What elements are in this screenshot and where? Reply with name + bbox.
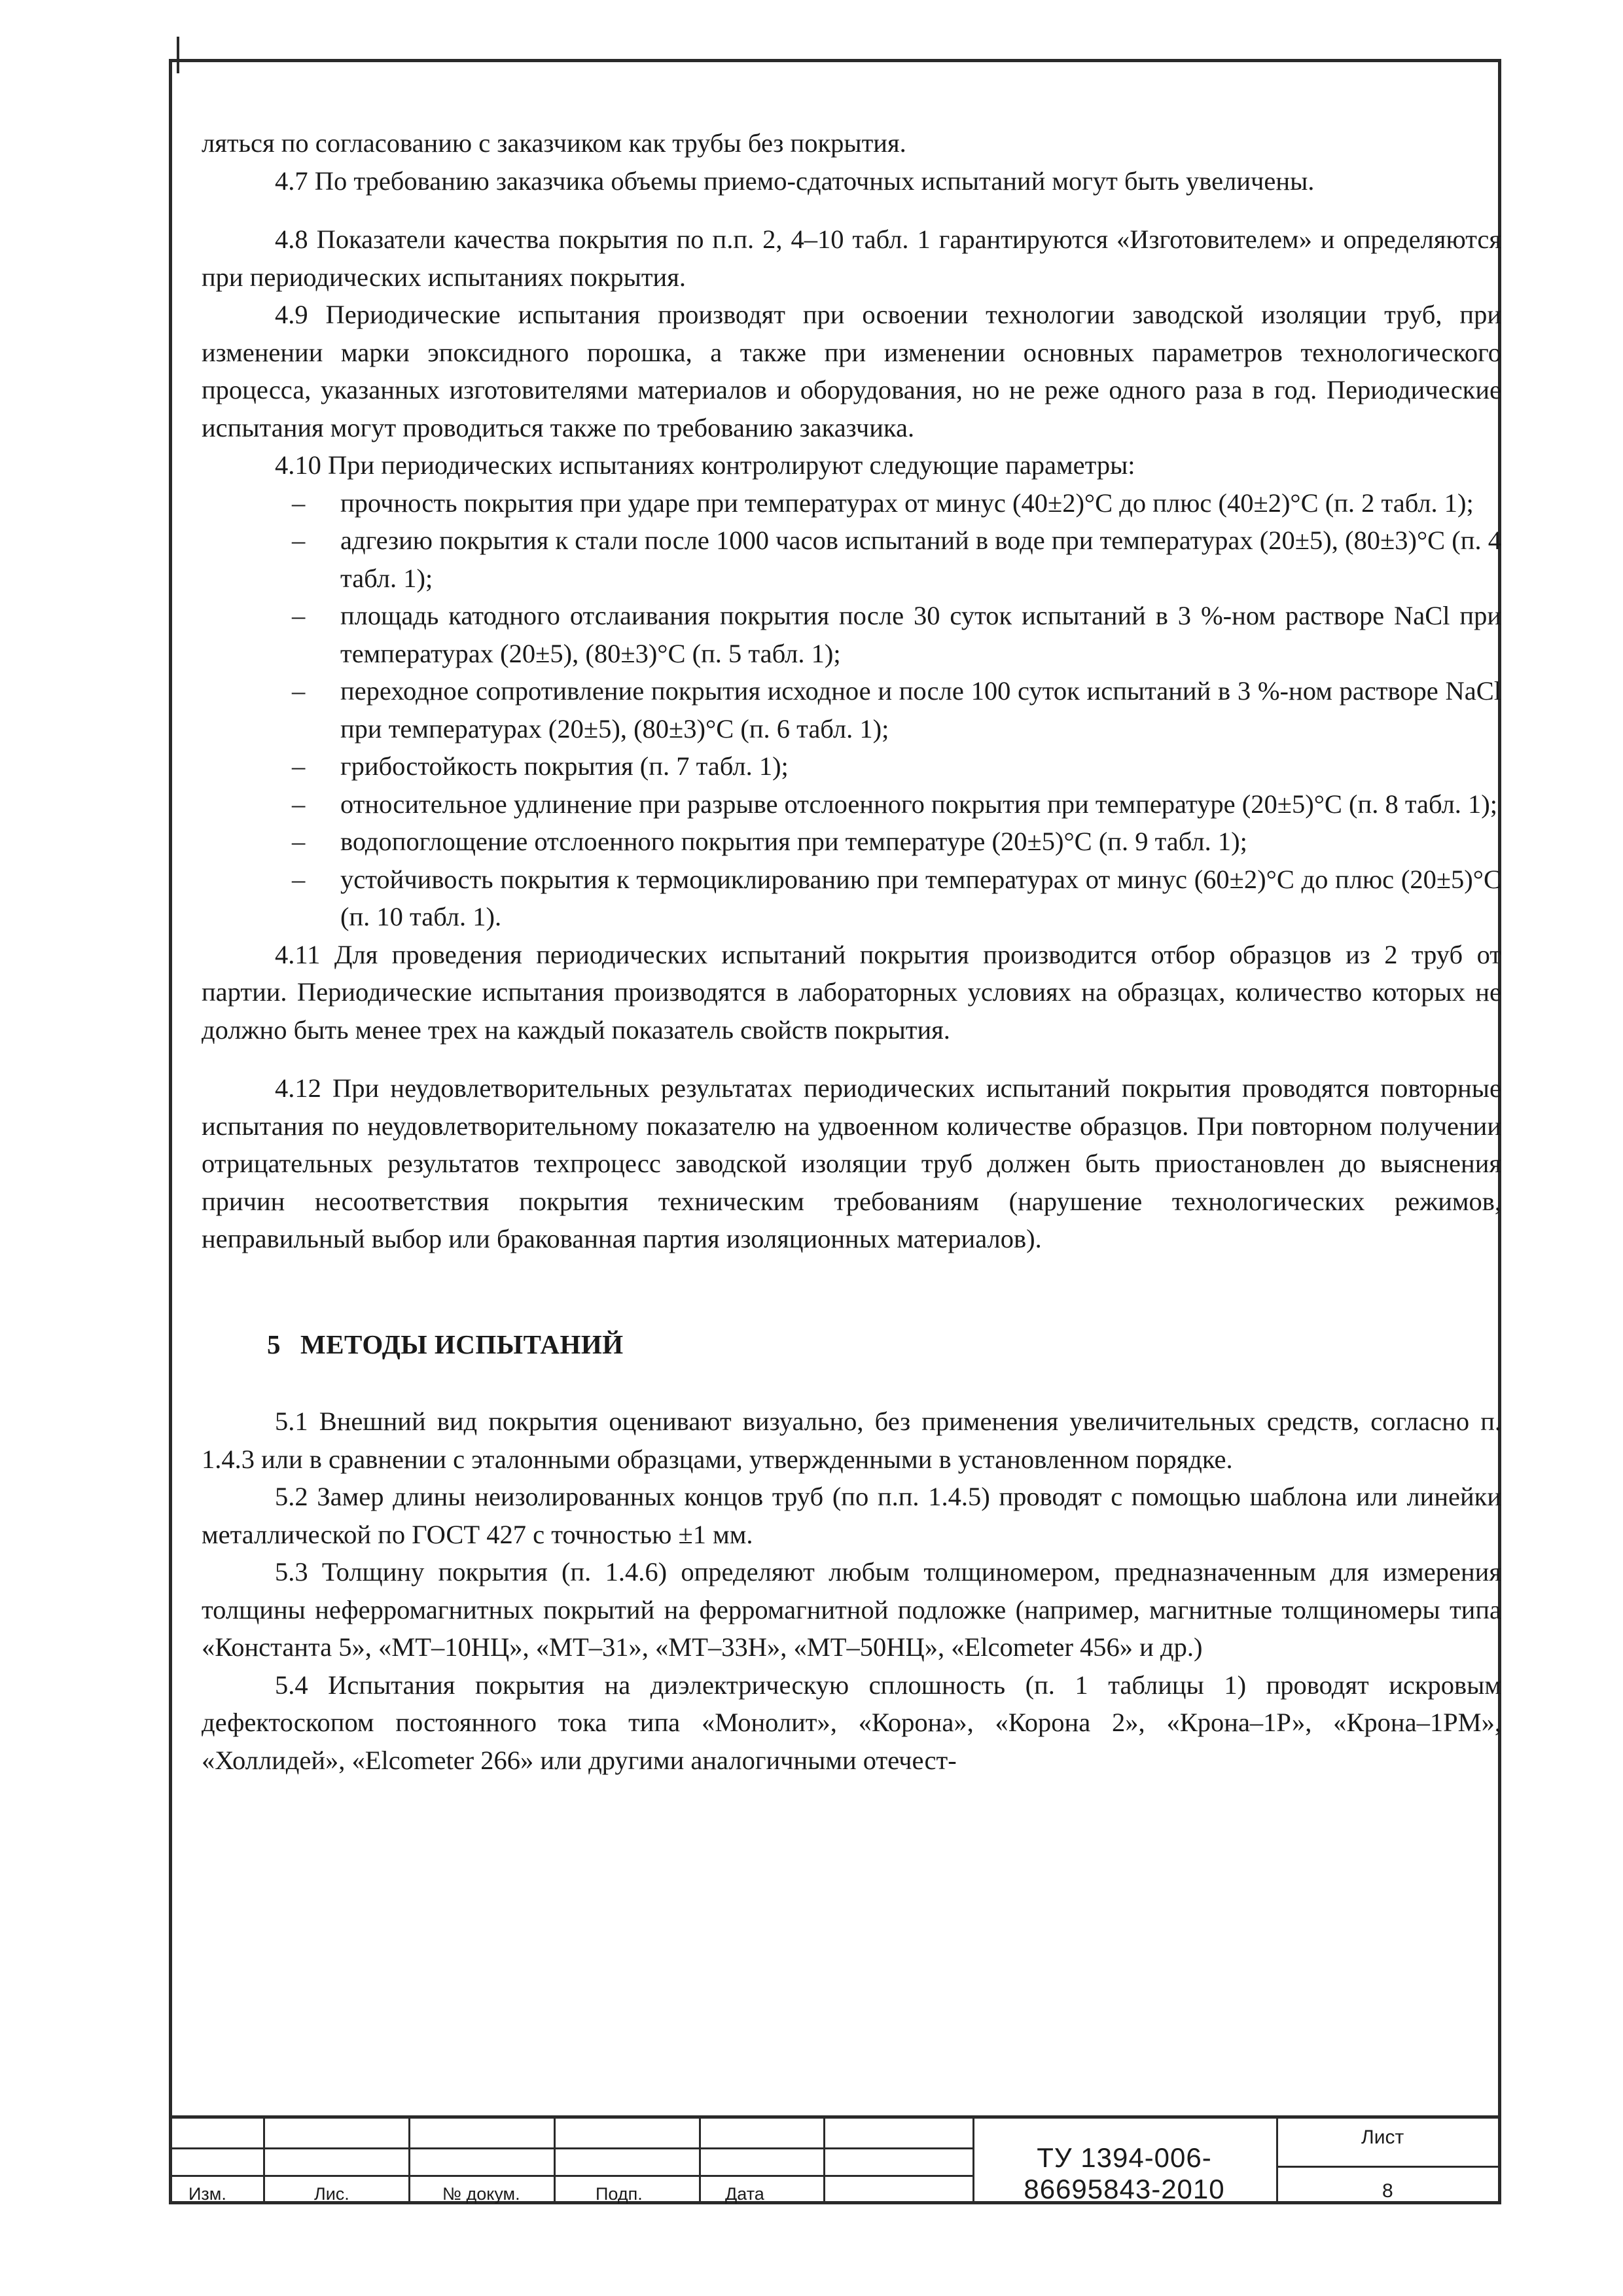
paragraph-continuation: ляться по согласованию с заказчиком как трубы без покрытия.	[202, 128, 906, 158]
paragraph-4-9: 4.9 Периодические испытания производят при освоении технологии заводской изоляции труб, при изменении марки эпоксидного порошка, а также при изменении основных параметров технологического процесса, указанных изготовителями материалов и оборудования, но не реже одного раза в год. Периодические испытания могут проводиться также по требованию заказчика.	[202, 300, 1501, 442]
list-item: – адгезию покрытия к стали после 1000 часов испытаний в воде при температурах (20±5), (80±3)°С (п. 4 табл. 1);	[202, 522, 1501, 597]
paragraph-4-12: 4.12 При неудовлетворительных результатах периодических испытаний покрытия проводятся повторные испытания по неудовлетворительному показателю на удвоенном количестве образцов. При повторном получении отрицательных результатов техпроцесс заводской изоляции труб должен быть приостановлен до выяснения причин несоответствия покрытия техническим требованиям (нарушение технологических режимов, неправильный выбор или бракованная партия изоляционных материалов).	[202, 1073, 1501, 1253]
paragraph-5-2: 5.2 Замер длины неизолированных концов труб (по п.п. 1.4.5) проводят с помощью шаблона или линейки металлической по ГОСТ 427 с точностью ±1 мм.	[202, 1482, 1501, 1549]
paragraph-5-3: 5.3 Толщину покрытия (п. 1.4.6) определяют любым толщиномером, предназначенным для измерения толщины неферромагнитных покрытий на ферромагнитной подложке (например, магнитные толщиномеры типа «Константа 5», «МТ–10НЦ», «МТ–31», «МТ–33Н», «МТ–50НЦ», «Elcometer 456» и др.)	[202, 1557, 1501, 1662]
col-sheet: Лис.	[314, 2184, 349, 2204]
parameters-list	[202, 484, 1501, 936]
list-item: – переходное сопротивление покрытия исходное и после 100 суток испытаний в 3 %-ном растворе NaCl при температурах (20±5), (80±3)°С (п. 6 табл. 1);	[202, 672, 1501, 747]
paragraph-4-11: 4.11 Для проведения периодических испытаний покрытия производится отбор образцов из 2 труб от партии. Периодические испытания производятся в лабораторных условиях на образцах, количество которых не должно быть менее трех на каждый показатель свойств покрытия.	[202, 939, 1501, 1045]
paragraph-4-8: 4.8 Показатели качества покрытия по п.п. 2, 4–10 табл. 1 гарантируются «Изготовителем» и определяются при периодических испытаниях покрытия.	[202, 224, 1501, 292]
list-item: – прочность покрытия при ударе при температурах от минус (40±2)°С до плюс (40±2)°С (п. 2 табл. 1);	[202, 484, 1501, 522]
paragraph-5-1: 5.1 Внешний вид покрытия оценивают визуально, без применения увеличительных средств, согласно п. 1.4.3 или в сравнении с эталонными образцами, утвержденными в установленном порядке.	[202, 1407, 1501, 1474]
dash-marker: –	[292, 601, 306, 630]
title-block	[169, 2115, 1501, 2204]
document-code: ТУ 1394-006-86695843-2010	[1024, 2142, 1225, 2204]
section-title: МЕТОДЫ ИСПЫТАНИЙ	[300, 1329, 624, 1359]
list-item: – относительное удлинение при разрыве отслоенного покрытия при температуре (20±5)°С (п. 8 табл. 1);	[202, 785, 1501, 823]
list-item: – устойчивость покрытия к термоциклированию при температурах от минус (60±2)°С до плюс (20±5)°С (п. 10 табл. 1).	[202, 861, 1501, 936]
paragraph-5-4: 5.4 Испытания покрытия на диэлектрическую сплошность (п. 1 таблицы 1) проводят искровым дефектоскопом постоянного тока типа «Монолит», «Корона», «Корона 2», «Крона–1Р», «Крона–1РМ», «Холлидей», «Elcometer 266» или другими аналогичными отечест-	[202, 1670, 1501, 1775]
sheet-number: 8	[1382, 2180, 1393, 2202]
col-change: Изм.	[188, 2184, 226, 2204]
section-number: 5	[267, 1329, 281, 1359]
dash-marker: –	[292, 526, 306, 555]
dash-marker: –	[292, 676, 306, 706]
list-item: – площадь катодного отслаивания покрытия после 30 суток испытаний в 3 %-ном растворе NaCl при температурах (20±5), (80±3)°С (п. 5 табл. 1);	[202, 597, 1501, 672]
dash-marker: –	[292, 789, 306, 819]
list-item: – водопоглощение отслоенного покрытия при температуре (20±5)°С (п. 9 табл. 1);	[202, 823, 1501, 861]
col-document: № докум.	[442, 2184, 520, 2204]
paragraph-4-10: 4.10 При периодических испытаниях контролируют следующие параметры:	[275, 450, 1135, 480]
sheet-label: Лист	[1361, 2126, 1404, 2148]
list-item: – грибостойкость покрытия (п. 7 табл. 1);	[202, 747, 1501, 785]
dash-marker: –	[292, 751, 306, 781]
dash-marker: –	[292, 864, 306, 894]
col-date: Дата	[725, 2184, 764, 2204]
col-signature: Подп.	[596, 2184, 643, 2204]
section-heading	[267, 1326, 1501, 1364]
dash-marker: –	[292, 488, 306, 518]
document-body	[202, 124, 1501, 1779]
dash-marker: –	[292, 827, 306, 856]
paragraph-4-7: 4.7 По требованию заказчика объемы приемо-сдаточных испытаний могут быть увеличены.	[275, 166, 1315, 196]
